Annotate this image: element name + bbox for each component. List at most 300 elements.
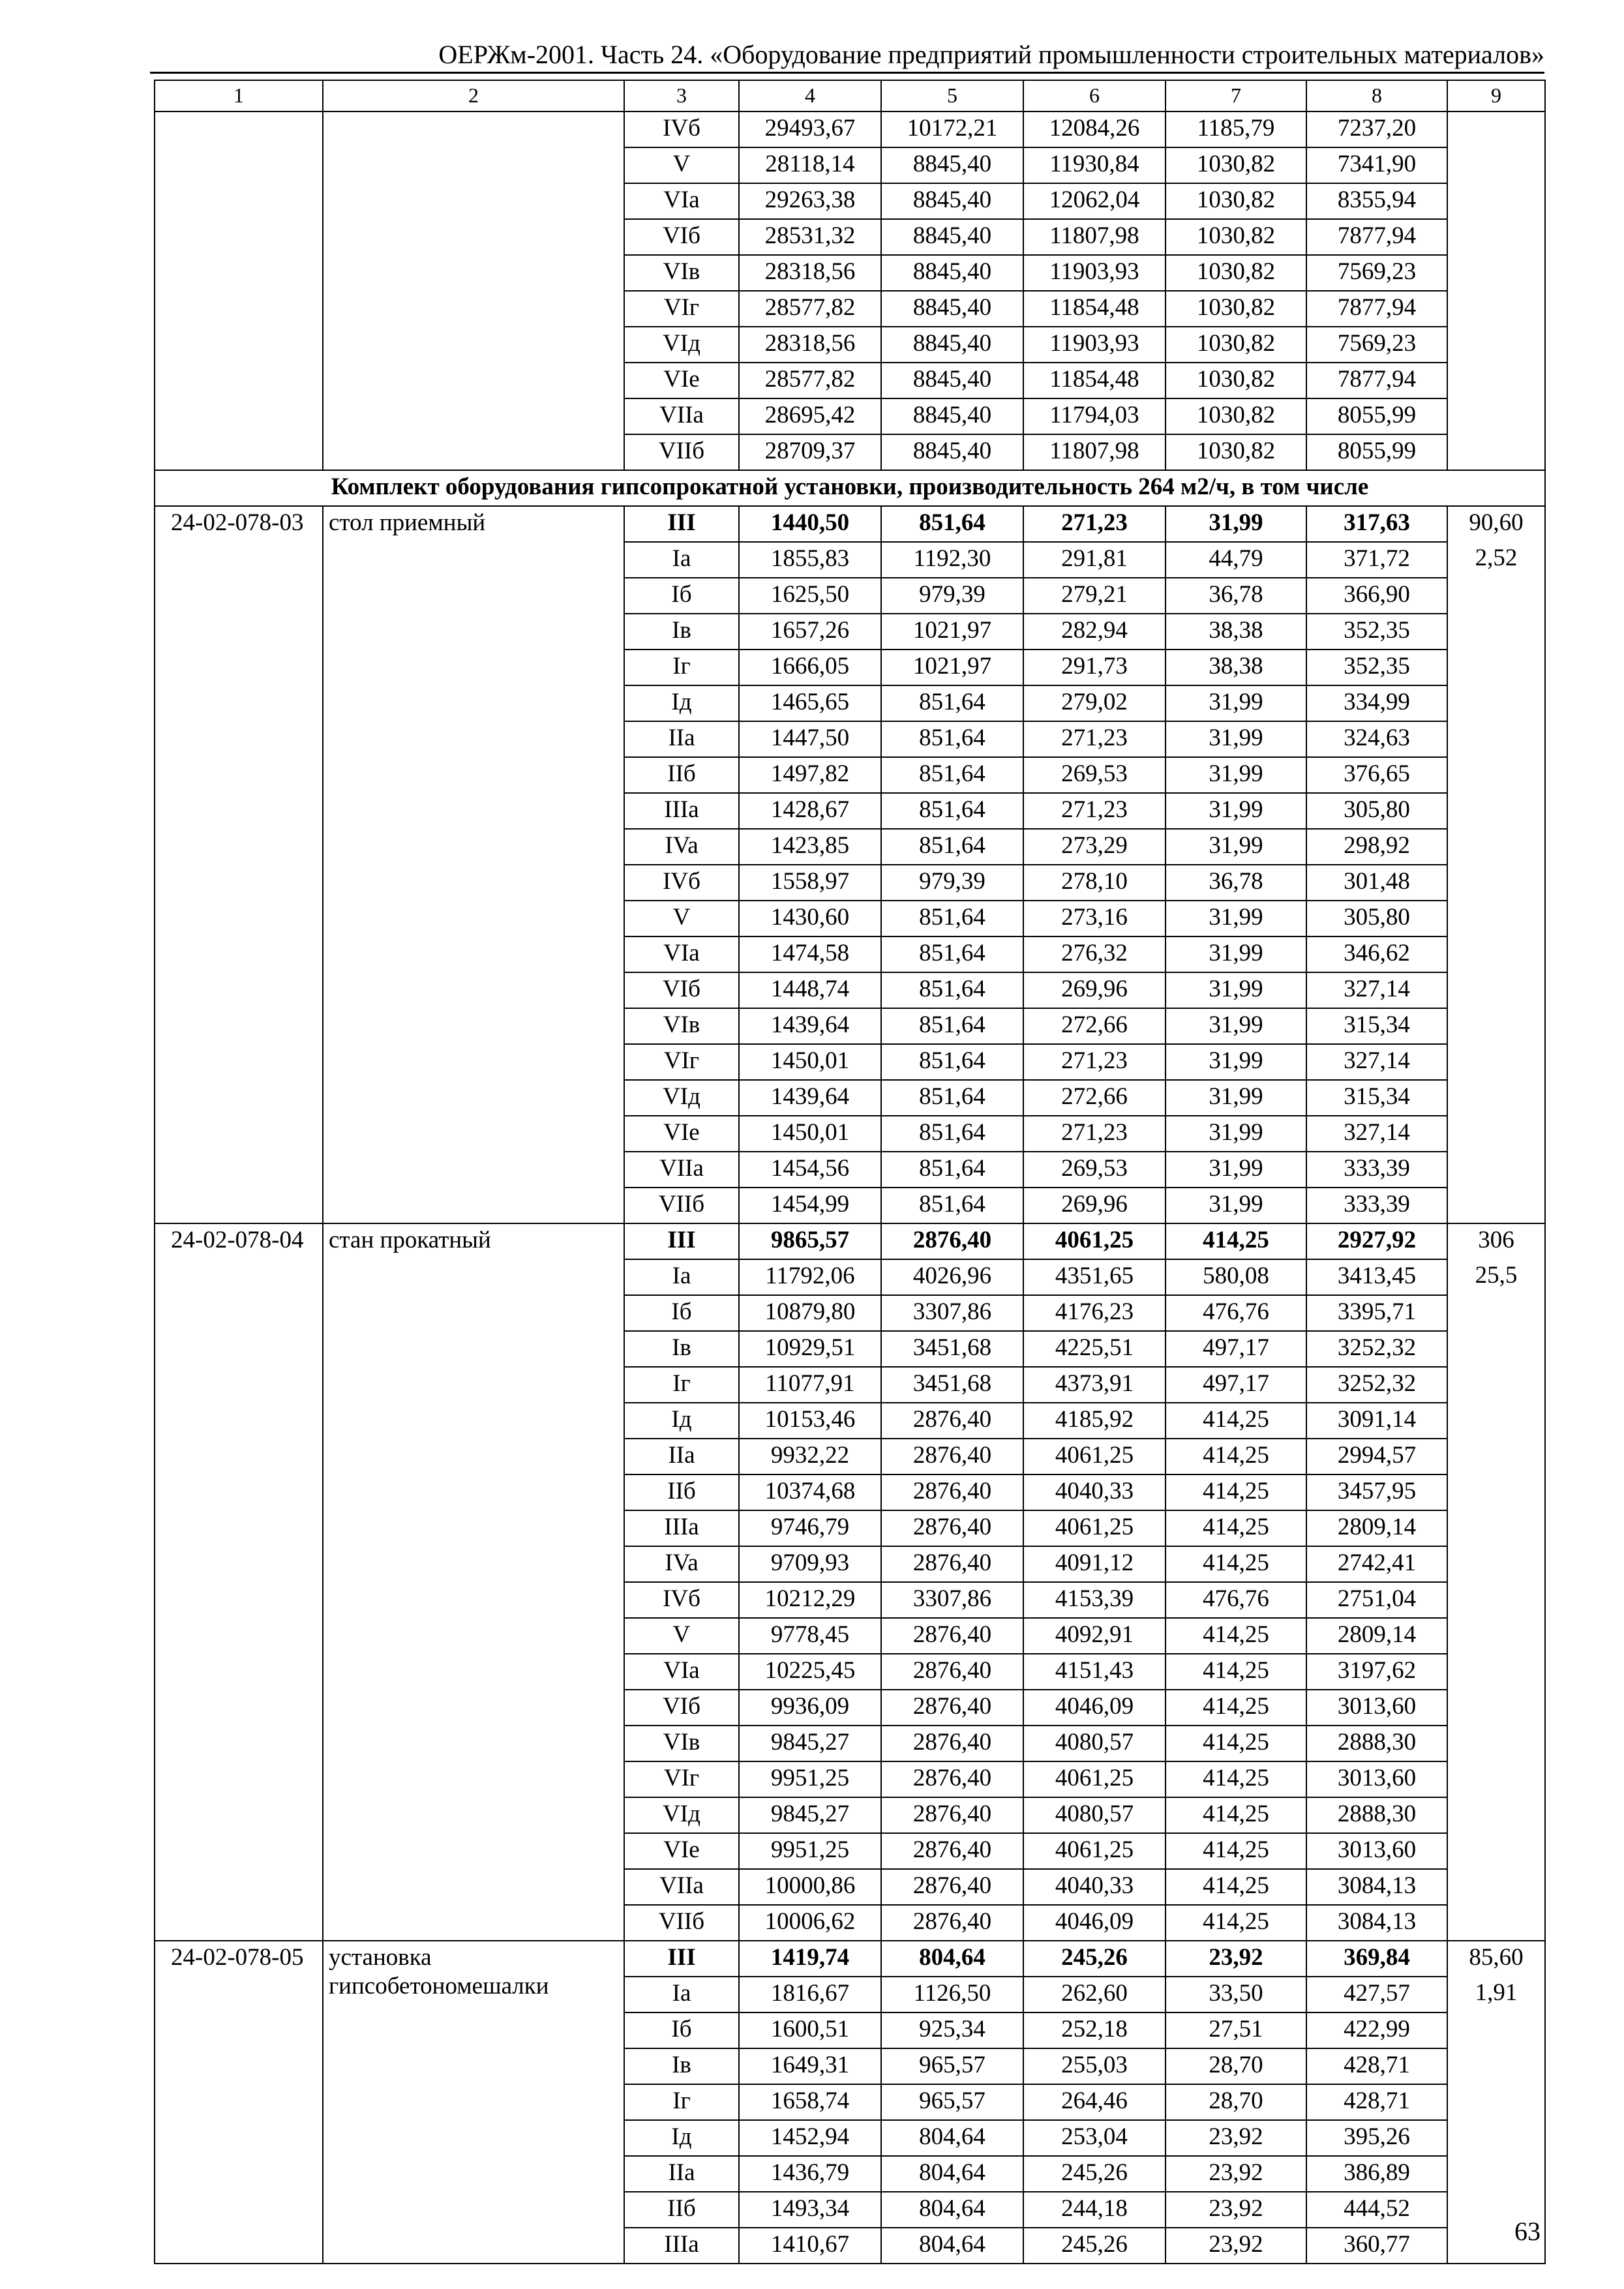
value-cell: 925,34 — [881, 2012, 1023, 2048]
value-cell: 1126,50 — [881, 1977, 1023, 2012]
value-cell: 371,72 — [1306, 542, 1447, 578]
value-cell: 1452,94 — [739, 2120, 881, 2156]
value-cell: 315,34 — [1306, 1080, 1447, 1116]
zone-cell: Iд — [624, 2120, 739, 2156]
value-cell: 9845,27 — [739, 1726, 881, 1761]
name-cell: установка гипсобетономешалки — [323, 1941, 624, 2264]
table-body — [155, 80, 1545, 2264]
value-cell: 271,23 — [1023, 1044, 1165, 1080]
value-cell: 301,48 — [1306, 865, 1447, 901]
value-cell: 1030,82 — [1165, 363, 1306, 398]
coef-cell — [1447, 112, 1545, 470]
value-cell: 2876,40 — [881, 1869, 1023, 1905]
zone-cell: IIIa — [624, 2228, 739, 2264]
value-cell: 1410,67 — [739, 2228, 881, 2264]
value-cell: 273,16 — [1023, 901, 1165, 936]
value-cell: 1030,82 — [1165, 327, 1306, 363]
column-number: 7 — [1165, 80, 1306, 112]
coef-cell: 306 — [1447, 1223, 1545, 1259]
value-cell: 7569,23 — [1306, 327, 1447, 363]
value-cell: 4351,65 — [1023, 1259, 1165, 1295]
zone-cell: Iб — [624, 578, 739, 614]
value-cell: 497,17 — [1165, 1367, 1306, 1403]
value-cell: 3451,68 — [881, 1367, 1023, 1403]
zone-cell: Iв — [624, 1331, 739, 1367]
value-cell: 2876,40 — [881, 1439, 1023, 1474]
value-cell: 28577,82 — [739, 291, 881, 327]
value-cell: 9932,22 — [739, 1439, 881, 1474]
value-cell: 851,64 — [881, 936, 1023, 972]
value-cell: 1454,99 — [739, 1188, 881, 1223]
zone-cell: VIб — [624, 1690, 739, 1726]
zone-cell: Iд — [624, 685, 739, 721]
zone-cell: VIa — [624, 1654, 739, 1690]
value-cell: 11807,98 — [1023, 219, 1165, 255]
zone-cell: Ia — [624, 1977, 739, 2012]
zone-cell: Iг — [624, 1367, 739, 1403]
value-cell: 2742,41 — [1306, 1546, 1447, 1582]
value-cell: 31,99 — [1165, 972, 1306, 1008]
value-cell: 8845,40 — [881, 327, 1023, 363]
value-cell: 282,94 — [1023, 614, 1165, 650]
zone-cell: V — [624, 901, 739, 936]
value-cell: 2876,40 — [881, 1654, 1023, 1690]
value-cell: 1816,67 — [739, 1977, 881, 2012]
value-cell: 2876,40 — [881, 1797, 1023, 1833]
zone-cell: VIIб — [624, 434, 739, 470]
value-cell: 1657,26 — [739, 614, 881, 650]
value-cell: 279,02 — [1023, 685, 1165, 721]
value-cell: 851,64 — [881, 901, 1023, 936]
value-cell: 10000,86 — [739, 1869, 881, 1905]
coef-cell: 1,91 — [1447, 1977, 1545, 2264]
value-cell: 2876,40 — [881, 1833, 1023, 1869]
value-cell: 273,29 — [1023, 829, 1165, 865]
value-cell: 271,23 — [1023, 506, 1165, 542]
value-cell: 7877,94 — [1306, 363, 1447, 398]
zone-cell: III — [624, 1223, 739, 1259]
value-cell: 31,99 — [1165, 1008, 1306, 1044]
value-cell: 245,26 — [1023, 1941, 1165, 1977]
value-cell: 31,99 — [1165, 1116, 1306, 1152]
value-cell: 327,14 — [1306, 1044, 1447, 1080]
value-cell: 804,64 — [881, 1941, 1023, 1977]
zone-cell: VIг — [624, 291, 739, 327]
value-cell: 3013,60 — [1306, 1690, 1447, 1726]
value-cell: 2876,40 — [881, 1726, 1023, 1761]
value-cell: 10006,62 — [739, 1905, 881, 1941]
value-cell: 428,71 — [1306, 2084, 1447, 2120]
value-cell: 4026,96 — [881, 1259, 1023, 1295]
column-number: 4 — [739, 80, 881, 112]
zone-cell: VIг — [624, 1044, 739, 1080]
value-cell: 327,14 — [1306, 1116, 1447, 1152]
value-cell: 1474,58 — [739, 936, 881, 972]
value-cell: 1030,82 — [1165, 147, 1306, 183]
zone-cell: IVб — [624, 1582, 739, 1618]
value-cell: 414,25 — [1165, 1223, 1306, 1259]
value-cell: 31,99 — [1165, 1044, 1306, 1080]
value-cell: 979,39 — [881, 865, 1023, 901]
value-cell: 315,34 — [1306, 1008, 1447, 1044]
zone-cell: V — [624, 1618, 739, 1654]
value-cell: 276,32 — [1023, 936, 1165, 972]
value-cell: 851,64 — [881, 972, 1023, 1008]
value-cell: 4061,25 — [1023, 1761, 1165, 1797]
value-cell: 8845,40 — [881, 398, 1023, 434]
zone-cell: VIIa — [624, 398, 739, 434]
value-cell: 11807,98 — [1023, 434, 1165, 470]
code-cell: 24-02-078-05 — [155, 1941, 323, 2264]
value-cell: 476,76 — [1165, 1582, 1306, 1618]
coef-cell: 2,52 — [1447, 542, 1545, 1223]
zone-cell: Ia — [624, 542, 739, 578]
value-cell: 11792,06 — [739, 1259, 881, 1295]
value-cell: 4176,23 — [1023, 1295, 1165, 1331]
zone-cell: VIIб — [624, 1188, 739, 1223]
value-cell: 414,25 — [1165, 1510, 1306, 1546]
zone-cell: Iг — [624, 2084, 739, 2120]
value-cell: 804,64 — [881, 2192, 1023, 2228]
zone-cell: VIa — [624, 936, 739, 972]
value-cell: 28318,56 — [739, 327, 881, 363]
value-cell: 31,99 — [1165, 829, 1306, 865]
value-cell: 2751,04 — [1306, 1582, 1447, 1618]
value-cell: 414,25 — [1165, 1797, 1306, 1833]
column-number: 5 — [881, 80, 1023, 112]
value-cell: 1021,97 — [881, 650, 1023, 685]
value-cell: 1439,64 — [739, 1080, 881, 1116]
value-cell: 444,52 — [1306, 2192, 1447, 2228]
value-cell: 360,77 — [1306, 2228, 1447, 2264]
value-cell: 28577,82 — [739, 363, 881, 398]
value-cell: 7569,23 — [1306, 255, 1447, 291]
value-cell: 10879,80 — [739, 1295, 881, 1331]
table-row — [155, 112, 1545, 147]
value-cell: 9709,93 — [739, 1546, 881, 1582]
value-cell: 414,25 — [1165, 1654, 1306, 1690]
zone-cell: V — [624, 147, 739, 183]
value-cell: 414,25 — [1165, 1403, 1306, 1439]
code-cell: 24-02-078-04 — [155, 1223, 323, 1941]
value-cell: 38,38 — [1165, 614, 1306, 650]
value-cell: 23,92 — [1165, 2120, 1306, 2156]
coef-cell: 90,60 — [1447, 506, 1545, 542]
zone-cell: Iг — [624, 650, 739, 685]
value-cell: 10172,21 — [881, 112, 1023, 147]
value-cell: 245,26 — [1023, 2156, 1165, 2192]
value-cell: 278,10 — [1023, 865, 1165, 901]
zone-cell: VIб — [624, 219, 739, 255]
value-cell: 10212,29 — [739, 1582, 881, 1618]
value-cell: 3013,60 — [1306, 1761, 1447, 1797]
column-number: 2 — [323, 80, 624, 112]
zone-cell: Iв — [624, 2048, 739, 2084]
value-cell: 11854,48 — [1023, 291, 1165, 327]
value-cell: 255,03 — [1023, 2048, 1165, 2084]
value-cell: 28,70 — [1165, 2048, 1306, 2084]
value-cell: 31,99 — [1165, 1188, 1306, 1223]
value-cell: 8845,40 — [881, 434, 1023, 470]
value-cell: 31,99 — [1165, 506, 1306, 542]
value-cell: 804,64 — [881, 2228, 1023, 2264]
value-cell: 9936,09 — [739, 1690, 881, 1726]
value-cell: 1030,82 — [1165, 255, 1306, 291]
zone-cell: VIг — [624, 1761, 739, 1797]
value-cell: 2876,40 — [881, 1761, 1023, 1797]
value-cell: 4185,92 — [1023, 1403, 1165, 1439]
value-cell: 352,35 — [1306, 614, 1447, 650]
zone-cell: IIб — [624, 757, 739, 793]
zone-cell: IVa — [624, 1546, 739, 1582]
column-number: 8 — [1306, 80, 1447, 112]
table-row — [155, 1941, 1545, 1977]
value-cell: 4151,43 — [1023, 1654, 1165, 1690]
value-cell: 2888,30 — [1306, 1797, 1447, 1833]
zone-cell: VIе — [624, 1833, 739, 1869]
value-cell: 269,53 — [1023, 757, 1165, 793]
zone-cell: IVб — [624, 112, 739, 147]
value-cell: 369,84 — [1306, 1941, 1447, 1977]
value-cell: 8845,40 — [881, 219, 1023, 255]
value-cell: 428,71 — [1306, 2048, 1447, 2084]
value-cell: 851,64 — [881, 1152, 1023, 1188]
value-cell: 2876,40 — [881, 1618, 1023, 1654]
value-cell: 1440,50 — [739, 506, 881, 542]
table-row — [155, 506, 1545, 542]
value-cell: 271,23 — [1023, 1116, 1165, 1152]
value-cell: 23,92 — [1165, 2228, 1306, 2264]
value-cell: 31,99 — [1165, 757, 1306, 793]
value-cell: 29263,38 — [739, 183, 881, 219]
value-cell: 334,99 — [1306, 685, 1447, 721]
zone-cell: Iб — [624, 1295, 739, 1331]
value-cell: 31,99 — [1165, 685, 1306, 721]
value-cell: 1558,97 — [739, 865, 881, 901]
value-cell: 1021,97 — [881, 614, 1023, 650]
value-cell: 851,64 — [881, 1008, 1023, 1044]
value-cell: 8845,40 — [881, 363, 1023, 398]
value-cell: 9951,25 — [739, 1833, 881, 1869]
value-cell: 1185,79 — [1165, 112, 1306, 147]
value-cell: 10225,45 — [739, 1654, 881, 1690]
page-number: 63 — [1514, 2217, 1541, 2246]
coef-cell: 25,5 — [1447, 1259, 1545, 1941]
value-cell: 414,25 — [1165, 1833, 1306, 1869]
value-cell: 851,64 — [881, 506, 1023, 542]
value-cell: 272,66 — [1023, 1008, 1165, 1044]
document-title: ОЕРЖм-2001. Часть 24. «Оборудование предприятий промышленности строительных материалов» — [438, 40, 1544, 69]
value-cell: 272,66 — [1023, 1080, 1165, 1116]
value-cell: 2876,40 — [881, 1546, 1023, 1582]
value-cell: 11903,93 — [1023, 255, 1165, 291]
value-cell: 3451,68 — [881, 1331, 1023, 1367]
code-cell: 24-02-078-03 — [155, 506, 323, 1223]
value-cell: 269,96 — [1023, 1188, 1165, 1223]
value-cell: 4092,91 — [1023, 1618, 1165, 1654]
value-cell: 2876,40 — [881, 1905, 1023, 1941]
value-cell: 3413,45 — [1306, 1259, 1447, 1295]
value-cell: 1192,30 — [881, 542, 1023, 578]
value-cell: 4153,39 — [1023, 1582, 1165, 1618]
value-cell: 12062,04 — [1023, 183, 1165, 219]
zone-cell: IIIa — [624, 1510, 739, 1546]
value-cell: 414,25 — [1165, 1546, 1306, 1582]
value-cell: 44,79 — [1165, 542, 1306, 578]
value-cell: 414,25 — [1165, 1439, 1306, 1474]
value-cell: 28695,42 — [739, 398, 881, 434]
value-cell: 4373,91 — [1023, 1367, 1165, 1403]
value-cell: 1465,65 — [739, 685, 881, 721]
value-cell: 3091,14 — [1306, 1403, 1447, 1439]
value-cell: 366,90 — [1306, 578, 1447, 614]
value-cell: 262,60 — [1023, 1977, 1165, 2012]
value-cell: 2876,40 — [881, 1510, 1023, 1546]
zone-cell: Ia — [624, 1259, 739, 1295]
value-cell: 8055,99 — [1306, 434, 1447, 470]
value-cell: 269,53 — [1023, 1152, 1165, 1188]
zone-cell: Iб — [624, 2012, 739, 2048]
value-cell: 580,08 — [1165, 1259, 1306, 1295]
value-cell: 269,96 — [1023, 972, 1165, 1008]
value-cell: 28,70 — [1165, 2084, 1306, 2120]
value-cell: 1030,82 — [1165, 219, 1306, 255]
value-cell: 252,18 — [1023, 2012, 1165, 2048]
zone-cell: VIв — [624, 1726, 739, 1761]
value-cell: 31,99 — [1165, 936, 1306, 972]
value-cell: 1855,83 — [739, 542, 881, 578]
value-cell: 1030,82 — [1165, 291, 1306, 327]
zone-cell: IIa — [624, 2156, 739, 2192]
value-cell: 395,26 — [1306, 2120, 1447, 2156]
value-cell: 414,25 — [1165, 1905, 1306, 1941]
value-cell: 9865,57 — [739, 1223, 881, 1259]
value-cell: 28318,56 — [739, 255, 881, 291]
value-cell: 497,17 — [1165, 1331, 1306, 1367]
value-cell: 28709,37 — [739, 434, 881, 470]
value-cell: 1450,01 — [739, 1116, 881, 1152]
value-cell: 2876,40 — [881, 1474, 1023, 1510]
value-cell: 253,04 — [1023, 2120, 1165, 2156]
table-row — [155, 1223, 1545, 1259]
value-cell: 245,26 — [1023, 2228, 1165, 2264]
value-cell: 29493,67 — [739, 112, 881, 147]
value-cell: 4040,33 — [1023, 1869, 1165, 1905]
value-cell: 324,63 — [1306, 721, 1447, 757]
value-cell: 31,99 — [1165, 721, 1306, 757]
value-cell: 7877,94 — [1306, 219, 1447, 255]
value-cell: 1428,67 — [739, 793, 881, 829]
value-cell: 264,46 — [1023, 2084, 1165, 2120]
value-cell: 8355,94 — [1306, 183, 1447, 219]
value-cell: 3013,60 — [1306, 1833, 1447, 1869]
value-cell: 2876,40 — [881, 1403, 1023, 1439]
value-cell: 4061,25 — [1023, 1833, 1165, 1869]
value-cell: 427,57 — [1306, 1977, 1447, 2012]
value-cell: 1436,79 — [739, 2156, 881, 2192]
value-cell: 317,63 — [1306, 506, 1447, 542]
value-cell: 4040,33 — [1023, 1474, 1165, 1510]
zone-cell: VIв — [624, 1008, 739, 1044]
zone-cell: III — [624, 506, 739, 542]
zone-cell: VIIб — [624, 1905, 739, 1941]
value-cell: 28118,14 — [739, 147, 881, 183]
value-cell: 4061,25 — [1023, 1510, 1165, 1546]
zone-cell: VIе — [624, 363, 739, 398]
zone-cell: VIд — [624, 327, 739, 363]
zone-cell: VIIa — [624, 1152, 739, 1188]
page-header — [150, 38, 1544, 74]
zone-cell: VIе — [624, 1116, 739, 1152]
value-cell: 23,92 — [1165, 2156, 1306, 2192]
value-cell: 31,99 — [1165, 901, 1306, 936]
column-number: 9 — [1447, 80, 1545, 112]
value-cell: 27,51 — [1165, 2012, 1306, 2048]
zone-cell: IIб — [624, 2192, 739, 2228]
value-cell: 2809,14 — [1306, 1510, 1447, 1546]
value-cell: 291,81 — [1023, 542, 1165, 578]
value-cell: 279,21 — [1023, 578, 1165, 614]
value-cell: 3252,32 — [1306, 1367, 1447, 1403]
value-cell: 10929,51 — [739, 1331, 881, 1367]
name-cell: стол приемный — [323, 506, 624, 1223]
value-cell: 1454,56 — [739, 1152, 881, 1188]
value-cell: 4080,57 — [1023, 1797, 1165, 1833]
section-row — [155, 470, 1545, 506]
value-cell: 2876,40 — [881, 1690, 1023, 1726]
value-cell: 333,39 — [1306, 1188, 1447, 1223]
value-cell: 1419,74 — [739, 1941, 881, 1977]
value-cell: 1666,05 — [739, 650, 881, 685]
zone-cell: IIIa — [624, 793, 739, 829]
value-cell: 1658,74 — [739, 2084, 881, 2120]
value-cell: 4061,25 — [1023, 1439, 1165, 1474]
value-cell: 3395,71 — [1306, 1295, 1447, 1331]
value-cell: 298,92 — [1306, 829, 1447, 865]
value-cell: 305,80 — [1306, 793, 1447, 829]
value-cell: 414,25 — [1165, 1474, 1306, 1510]
value-cell: 979,39 — [881, 578, 1023, 614]
value-cell: 2809,14 — [1306, 1618, 1447, 1654]
zone-cell: VIб — [624, 972, 739, 1008]
value-cell: 414,25 — [1165, 1618, 1306, 1654]
value-cell: 2888,30 — [1306, 1726, 1447, 1761]
value-cell: 376,65 — [1306, 757, 1447, 793]
value-cell: 31,99 — [1165, 793, 1306, 829]
value-cell: 386,89 — [1306, 2156, 1447, 2192]
value-cell: 352,35 — [1306, 650, 1447, 685]
value-cell: 4091,12 — [1023, 1546, 1165, 1582]
value-cell: 9845,27 — [739, 1797, 881, 1833]
value-cell: 2876,40 — [881, 1223, 1023, 1259]
value-cell: 851,64 — [881, 757, 1023, 793]
zone-cell: III — [624, 1941, 739, 1977]
value-cell: 4080,57 — [1023, 1726, 1165, 1761]
value-cell: 3457,95 — [1306, 1474, 1447, 1510]
value-cell: 3197,62 — [1306, 1654, 1447, 1690]
code-cell — [155, 112, 323, 470]
value-cell: 12084,26 — [1023, 112, 1165, 147]
value-cell: 1439,64 — [739, 1008, 881, 1044]
value-cell: 291,73 — [1023, 650, 1165, 685]
column-number: 1 — [155, 80, 323, 112]
value-cell: 7237,20 — [1306, 112, 1447, 147]
value-cell: 11903,93 — [1023, 327, 1165, 363]
value-cell: 1447,50 — [739, 721, 881, 757]
value-cell: 851,64 — [881, 793, 1023, 829]
value-cell: 7341,90 — [1306, 147, 1447, 183]
value-cell: 1497,82 — [739, 757, 881, 793]
